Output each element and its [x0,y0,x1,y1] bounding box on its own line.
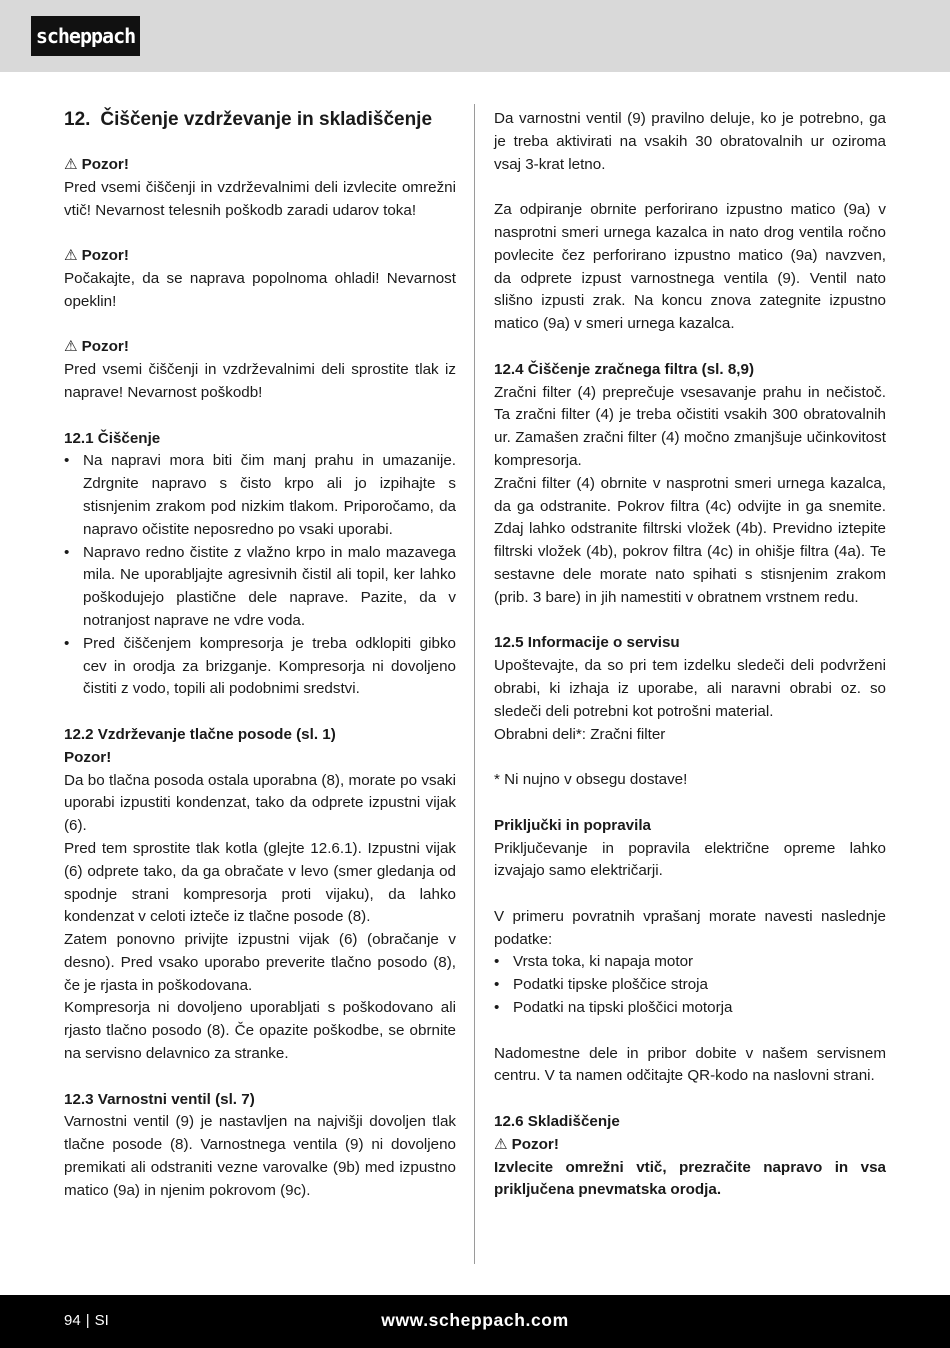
paragraph: Varnostni ventil (9) je nastavljen na najvišji dovoljen tlak tlačne posode (8). Varnostnega ventila (9) ni dovoljeno premikati ali odstraniti vezne varovalke (9b) med izpustno matico (9a) in njenim pokrovom (9c). [64,1113,456,1199]
cleaning-list [64,450,456,701]
paragraph: Kompresorja ni dovoljeno uporabljati s poškodovano ali rjasto tlačno posodo (8). Če opazite poškodbe, se obrnite na servisno delavnico za stranke. [64,999,456,1063]
section-title: Čiščenje vzdrževanje in skladiščenje [100,109,433,130]
list-item: • Vrsta toka, ki napaja motor [494,953,694,971]
subsection-heading: 12.5 Informacije o servisu [494,634,680,652]
warning-icon: ⚠ [64,156,78,173]
paragraph: Da varnostni ventil (9) pravilno deluje, ko je potrebno, ga je treba aktivirati na vsakih 30 obratovalnih ur oziroma vsaj 3-krat letno. [494,110,886,173]
paragraph: Upoštevajte, da so pri tem izdelku sledeči deli podvrženi obrabi, ki izhaja iz uporabe, ali naravni obrabi oz. so sledeči deli potrebni kot potrošni material. [494,657,886,720]
warning-title: ⚠ Pozor! [64,247,129,265]
paragraph: Zračni filter (4) obrnite v nasprotni smeri urnega kazalca, da ga odstranite. Pokrov filtra (4c) odvijte in ga snemite. Zdaj lahko odstranite filtrski vložek (4b). Previdno iztepite filtrski vložek (4b), pokrov filtra (4c) in ohišje filtra (4a). Te sestavne dele morate nato spihati s stisnjenim zrakom (prib. 3 bare) in jih namestiti v obratnem vrstnem redu. [494,474,886,606]
subsection-heading: 12.4 Čiščenje zračnega filtra (sl. 8,9) [494,360,754,378]
warning-title: ⚠ Pozor! [64,156,129,173]
required-data-list [494,951,886,1019]
warning-title: ⚠ Pozor! [64,338,129,356]
page-number: 94 | SI [64,1312,109,1329]
list-item: • Podatki na tipski ploščici motorja [494,999,733,1017]
section-number: 12. [64,109,91,130]
left-column [64,108,456,1203]
right-column [494,108,886,1202]
paragraph: V primeru povratnih vprašanj morate navesti naslednje podatke: [494,907,886,948]
header-bar [0,0,950,72]
footnote: * Ni nujno v obsegu dostave! [494,771,688,789]
paragraph: Zračni filter (4) preprečuje vsesavanje prahu in nečistoč. Ta zračni filter (4) je treba očistiti vsakih 300 obratovalnih ur. Zamašen zračni filter (4) močno zmanjšuje učinkovitost kompresorja. [494,383,886,469]
warning-icon: ⚠ [64,338,78,356]
warning-icon: ⚠ [494,1135,508,1153]
paragraph: Pred tem sprostite tlak kotla (glejte 12.6.1). Izpustni vijak (6) odprete tako, da ga obračate v levo (smer gledanja od spodnje strani kompresorja proti vijaku), da lahko kondenzat v celoti izteče iz tlačne posode (8). [64,839,456,926]
warning-icon: ⚠ [64,247,78,265]
warning-text: Počakajte, da se naprava popolnoma ohladi! Nevarnost opeklin! [64,269,456,310]
paragraph: Priključevanje in popravila električne opreme lahko izvajajo samo električarji. [494,839,886,880]
paragraph: Obrabni deli*: Zračni filter [494,725,666,743]
paragraph: Za odpiranje obrnite perforirano izpustno matico (9a) v nasprotni smeri urnega kazalca in nato drog ventila ročno povlecite čez perforirano izpustno matico (9a) navzven, da odprete izpust varnostnega ventila (9). Ventil nato slišno izpusti zrak. Na koncu znova zategnite izpustno matico (9a) v smeri urnega kazalca. [494,201,886,333]
list-item: • Podatki tipske ploščice stroja [494,976,708,994]
warning-text: Pred vsemi čiščenji in vzdrževalnimi deli izvlecite omrežni vtič! Nevarnost telesnih poškodb zaradi udarov toka! [64,178,456,219]
subsection-heading: 12.6 Skladiščenje [494,1113,620,1131]
footer-bar [0,1295,950,1348]
paragraph: Zatem ponovno privijte izpustni vijak (6) (obračanje v desno). Pred vsako uporabo preverite tlačno posodo (8), če je rjasta in poškodovana. [64,931,456,994]
scheppach-logo: scheppach [31,16,140,56]
warning-title: ⚠ Pozor! [494,1135,559,1153]
warning-text: Izvlecite omrežni vtič, prezračite napravo in vsa priključena pnevmatska orodja. [494,1158,886,1199]
list-item: • Pred čiščenjem kompresorja je treba odklopiti gibko cev in orodja za brizganje. Kompresorja ni dovoljeno čistiti z vodo, topili ali podobnimi sredstvi. [64,634,456,698]
subsection-heading: 12.1 Čiščenje [64,429,161,447]
warning-title: Pozor! [64,748,112,766]
list-item: • Napravo redno čistite z vlažno krpo in malo mazavega mila. Ne uporabljajte agresivnih čistil ali topil, ker lahko poškodujejo plastične dele naprave. Pazite, da v notranjost naprave ne vdre voda. [64,543,456,629]
subsection-heading: Priključki in popravila [494,816,651,834]
column-divider [474,104,475,1264]
website-url: www.scheppach.com [381,1310,569,1330]
paragraph: Da bo tlačna posoda ostala uporabna (8), morate po vsaki uporabi izpustiti kondenzat, tako da odprete izpustni vijak (6). [64,771,456,835]
list-item: • Na napravi mora biti čim manj prahu in umazanije. Zdrgnite napravo s čisto krpo ali jo izpihajte s stisnjenim zrakom pod nizkim tlakom. Priporočamo, da napravo očistite neposredno po vsaki uporabi. [64,452,456,538]
paragraph: Nadomestne dele in pribor dobite v našem servisnem centru. V ta namen odčitajte QR-kodo na naslovni strani. [494,1044,886,1085]
section-heading [64,108,456,132]
subsection-heading: 12.3 Varnostni ventil (sl. 7) [64,1090,255,1108]
warning-text: Pred vsemi čiščenji in vzdrževalnimi deli sprostite tlak iz naprave! Nevarnost poškodb! [64,361,456,401]
subsection-heading: 12.2 Vzdrževanje tlačne posode (sl. 1) [64,725,336,743]
